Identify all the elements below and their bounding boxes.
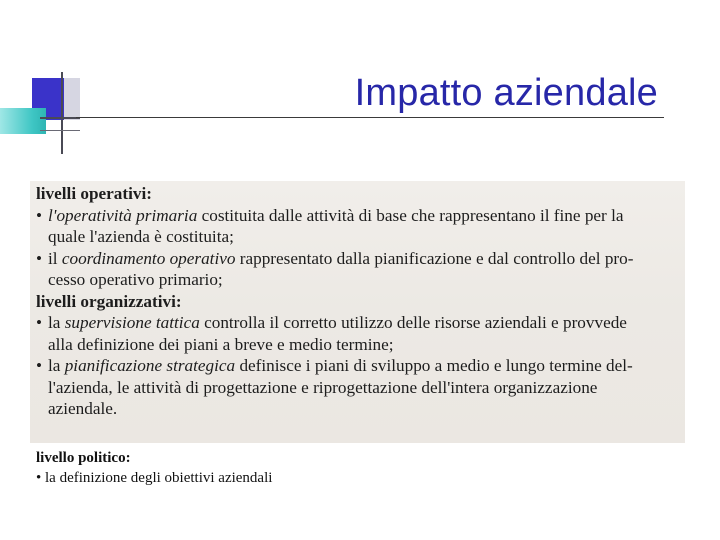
logo-gray-block	[64, 78, 80, 120]
slide-title: Impatto aziendale	[354, 72, 658, 114]
emphasis-term: pianificazione strategica	[64, 356, 236, 375]
list-item-operativita	[36, 205, 681, 227]
list-item-continuation: cesso operativo primario;	[48, 270, 223, 289]
organizzativi-heading: livelli organizzativi:	[36, 291, 182, 311]
logo-vertical-line	[61, 72, 63, 154]
logo-horizontal-line-secondary	[40, 130, 80, 131]
list-item-text: definisce i piani di sviluppo a medio e lungo termine del-	[235, 356, 633, 375]
logo-horizontal-line	[40, 117, 80, 119]
list-item-text: la	[48, 313, 65, 332]
list-item-supervisione	[36, 312, 681, 334]
title-divider	[76, 117, 664, 118]
politico-heading: livello politico:	[36, 450, 131, 466]
politico-item: • la definizione degli obiettivi aziendali	[36, 470, 273, 486]
list-item-text: costituita dalle attività di base che rappresentano il fine per la	[197, 205, 624, 225]
list-item-continuation: alla definizione dei piani a breve e medio termine;	[48, 334, 394, 354]
list-item-text: la	[48, 356, 65, 375]
list-item-continuation: quale l'azienda è costituita;	[48, 227, 234, 246]
list-item-coordinamento	[36, 248, 681, 270]
bullet: •	[36, 205, 43, 225]
politico-block	[36, 448, 272, 488]
bullet: •	[36, 313, 43, 332]
list-item-text: il	[48, 248, 62, 268]
list-item-continuation: aziendale.	[48, 399, 118, 418]
list-item-text: controlla il corretto utilizzo delle risorse aziendali e provvede	[199, 313, 627, 332]
list-item-continuation: l'azienda, le attività di progettazione e riprogettazione dell'intera organizzazione	[48, 377, 598, 397]
emphasis-term: l'operatività primaria	[48, 205, 198, 225]
emphasis-term: supervisione tattica	[64, 313, 200, 332]
emphasis-term: coordinamento operativo	[61, 248, 236, 268]
bullet: •	[36, 248, 43, 268]
scanned-text-image	[30, 181, 685, 443]
operativi-heading: livelli operativi:	[36, 184, 152, 203]
list-item-pianificazione	[36, 355, 681, 377]
list-item-text: rappresentato dalla pianificazione e dal controllo del pro-	[235, 248, 634, 268]
bullet: •	[36, 356, 43, 375]
